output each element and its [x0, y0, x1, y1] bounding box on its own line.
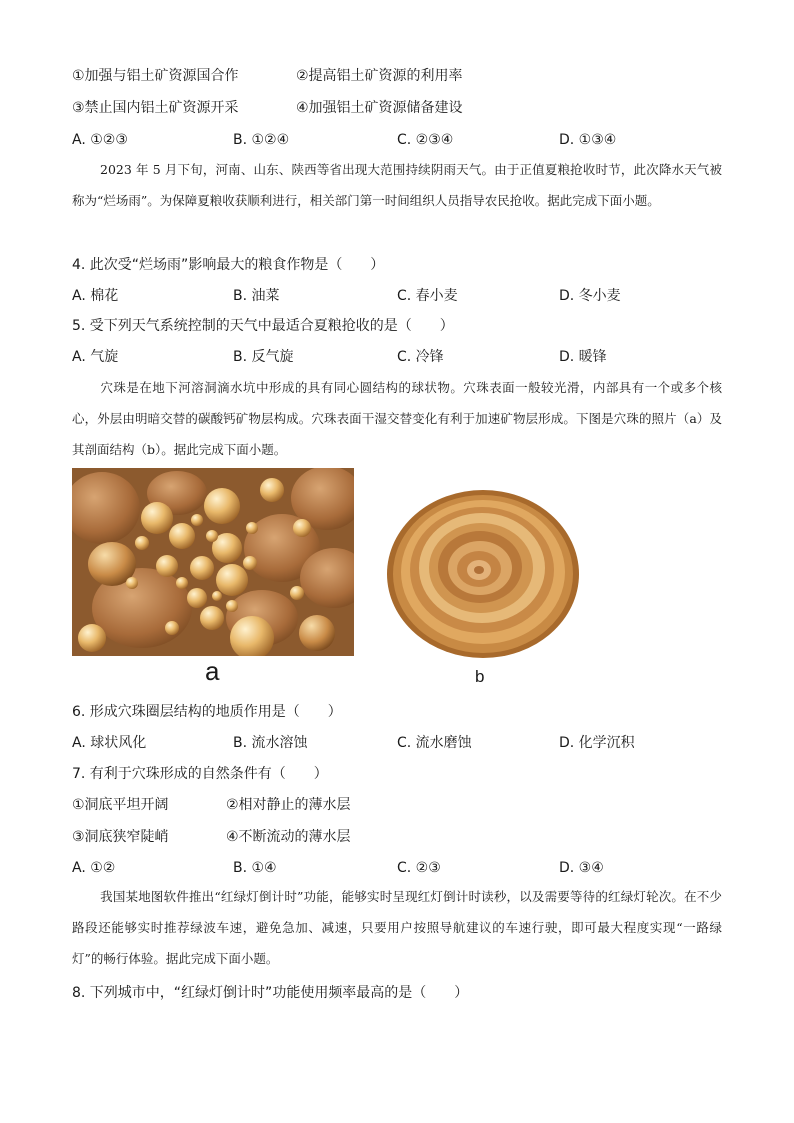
passage-cave-pearl — [72, 372, 722, 465]
q7-option-2: ②相对静止的薄水层 — [226, 797, 351, 813]
q6-choice-b: B. 流水溶蚀 — [233, 735, 308, 751]
q7-option-1: ①洞底平坦开阔 — [72, 797, 169, 813]
q6-choice-c: C. 流水磨蚀 — [397, 735, 472, 751]
cave-pearls-photo — [72, 468, 354, 656]
q6-choice-a: A. 球状风化 — [72, 735, 147, 751]
q4-stem: 4. 此次受“烂场雨”影响最大的粮食作物是（ ） — [72, 257, 385, 273]
q7-option-4: ④不断流动的薄水层 — [226, 829, 351, 845]
q5-choice-d: D. 暖锋 — [559, 349, 607, 365]
q7-stem: 7. 有利于穴珠形成的自然条件有（ ） — [72, 766, 328, 782]
q5-choice-c: C. 冷锋 — [397, 349, 444, 365]
q7-choice-c: C. ②③ — [397, 860, 441, 876]
q3-option-3: ③禁止国内铝土矿资源开采 — [72, 100, 239, 116]
q3-choice-c: C. ②③④ — [397, 132, 454, 148]
passage-traffic-light-text: 我国某地图软件推出“红绿灯倒计时”功能，能够实时呈现红灯倒计时读秒，以及需要等待的红绿灯轮次。在不少路段还能够实时推荐绿波车速，避免急加、减速，只要用户按照导航建议的车速行驶，即可最大程度实现“一路绿灯”的畅行体验。据此完成下面小题。 — [72, 889, 722, 966]
q6-stem: 6. 形成穴珠圈层结构的地质作用是（ ） — [72, 704, 342, 720]
q5-stem: 5. 受下列天气系统控制的天气中最适合夏粮抢收的是（ ） — [72, 318, 454, 334]
q5-choice-a: A. 气旋 — [72, 349, 119, 365]
q3-choice-d: D. ①③④ — [559, 132, 617, 148]
q5-choice-b: B. 反气旋 — [233, 349, 294, 365]
q6-choice-d: D. 化学沉积 — [559, 735, 635, 751]
q7-choice-d: D. ③④ — [559, 860, 604, 876]
cave-pearl-cross-section — [384, 488, 582, 660]
figure-label-a: a — [205, 656, 220, 686]
q3-choice-b: B. ①②④ — [233, 132, 290, 148]
passage-traffic-light — [72, 881, 722, 974]
q7-option-3: ③洞底狭窄陡峭 — [72, 829, 169, 845]
passage-cave-pearl-text: 穴珠是在地下河溶洞滴水坑中形成的具有同心圆结构的球状物。穴珠表面一般较光滑，内部具有一个或多个核心，外层由明暗交替的碳酸钙矿物层构成。穴珠表面干湿交替变化有利于加速矿物层形成。下图是穴珠的照片（a）及其剖面结构（b）。据此完成下面小题。 — [72, 380, 722, 457]
passage-rain-text: 2023 年 5 月下旬，河南、山东、陕西等省出现大范围持续阴雨天气。由于正值夏粮抢收时节，此次降水天气被称为“烂场雨”。为保障夏粮收获顺利进行，相关部门第一时间组织人员指导农民抢收。据此完成下面小题。 — [72, 162, 722, 208]
cave-pearls-illustration — [72, 468, 354, 656]
q7-choice-b: B. ①④ — [233, 860, 277, 876]
cross-section-illustration — [384, 488, 582, 660]
q8-stem: 8. 下列城市中，“红绿灯倒计时”功能使用频率最高的是（ ） — [72, 985, 469, 1001]
q4-choice-c: C. 春小麦 — [397, 288, 458, 304]
passage-rain — [72, 154, 722, 216]
q4-choice-d: D. 冬小麦 — [559, 288, 621, 304]
q3-choice-a: A. ①②③ — [72, 132, 128, 148]
q4-choice-b: B. 油菜 — [233, 288, 280, 304]
q7-choice-a: A. ①② — [72, 860, 116, 876]
q3-option-2: ②提高铝土矿资源的利用率 — [296, 68, 463, 84]
figure-label-b: b — [475, 667, 485, 686]
q3-option-1: ①加强与铝土矿资源国合作 — [72, 68, 239, 84]
q3-option-4: ④加强铝土矿资源储备建设 — [296, 100, 463, 116]
q4-choice-a: A. 棉花 — [72, 288, 119, 304]
